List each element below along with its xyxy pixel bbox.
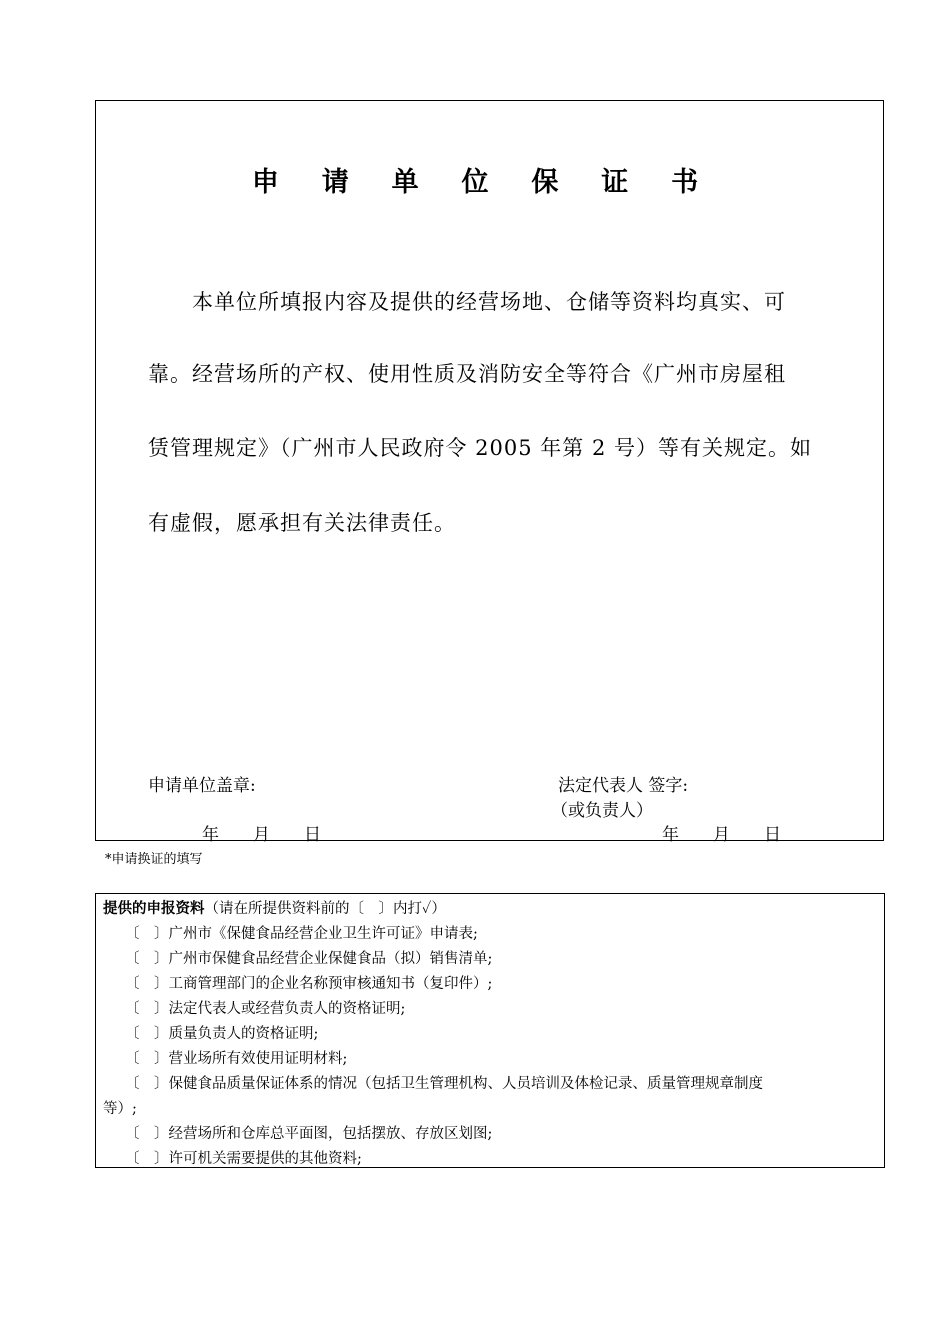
guarantee-paragraph-line-4: 有虚假，愿承担有关法律责任。 — [148, 511, 456, 535]
material-item-other: 〔 〕许可机关需要提供的其他资料; — [125, 1151, 362, 1167]
material-item-quality-system: 〔 〕保健食品质量保证体系的情况（包括卫生管理机构、人员培训及体检记录、质量管理规章制度 — [125, 1076, 763, 1092]
page-title: 申 请 单 位 保 证 书 — [251, 167, 715, 198]
unit-seal-label: 申请单位盖章: — [148, 776, 256, 796]
guarantee-letter-box — [95, 100, 884, 841]
material-item-legal-rep-qualification: 〔 〕法定代表人或经营负责人的资格证明; — [125, 1001, 406, 1017]
material-item-floor-plan: 〔 〕经营场所和仓库总平面图，包括摆放、存放区划图; — [125, 1126, 493, 1142]
or-responsible-person-label: （或负责人） — [551, 801, 653, 821]
guarantee-paragraph-line-2: 靠。经营场所的产权、使用性质及消防安全等符合《广州市房屋租 — [148, 362, 786, 386]
renewal-note: *申请换证的填写 — [105, 852, 203, 867]
material-item-name-precheck: 〔 〕工商管理部门的企业名称预审核通知书（复印件）; — [125, 976, 493, 992]
materials-header — [103, 897, 446, 918]
date-right: 年 月 日 — [662, 825, 781, 845]
material-item-application-form: 〔 〕广州市《保健食品经营企业卫生许可证》申请表; — [125, 926, 478, 942]
material-item-sales-list: 〔 〕广州市保健食品经营企业保健食品（拟）销售清单; — [125, 951, 493, 967]
date-left: 年 月 日 — [202, 825, 321, 845]
guarantee-paragraph-line-3: 赁管理规定》（广州市人民政府令 2005 年第 2 号）等有关规定。如 — [148, 436, 813, 460]
material-item-quality-system-continuation: 等）; — [103, 1101, 137, 1117]
guarantee-paragraph-line-1: 本单位所填报内容及提供的经营场地、仓储等资料均真实、可 — [148, 290, 786, 314]
material-item-quality-head-qualification: 〔 〕质量负责人的资格证明; — [125, 1026, 319, 1042]
material-item-premises-proof: 〔 〕营业场所有效使用证明材料; — [125, 1051, 348, 1067]
materials-header-instruction: （请在所提供资料前的〔 〕内打✓） — [204, 901, 446, 917]
legal-rep-signature-label: 法定代表人 签字: — [558, 776, 689, 796]
materials-header-bold: 提供的申报资料 — [103, 900, 205, 917]
